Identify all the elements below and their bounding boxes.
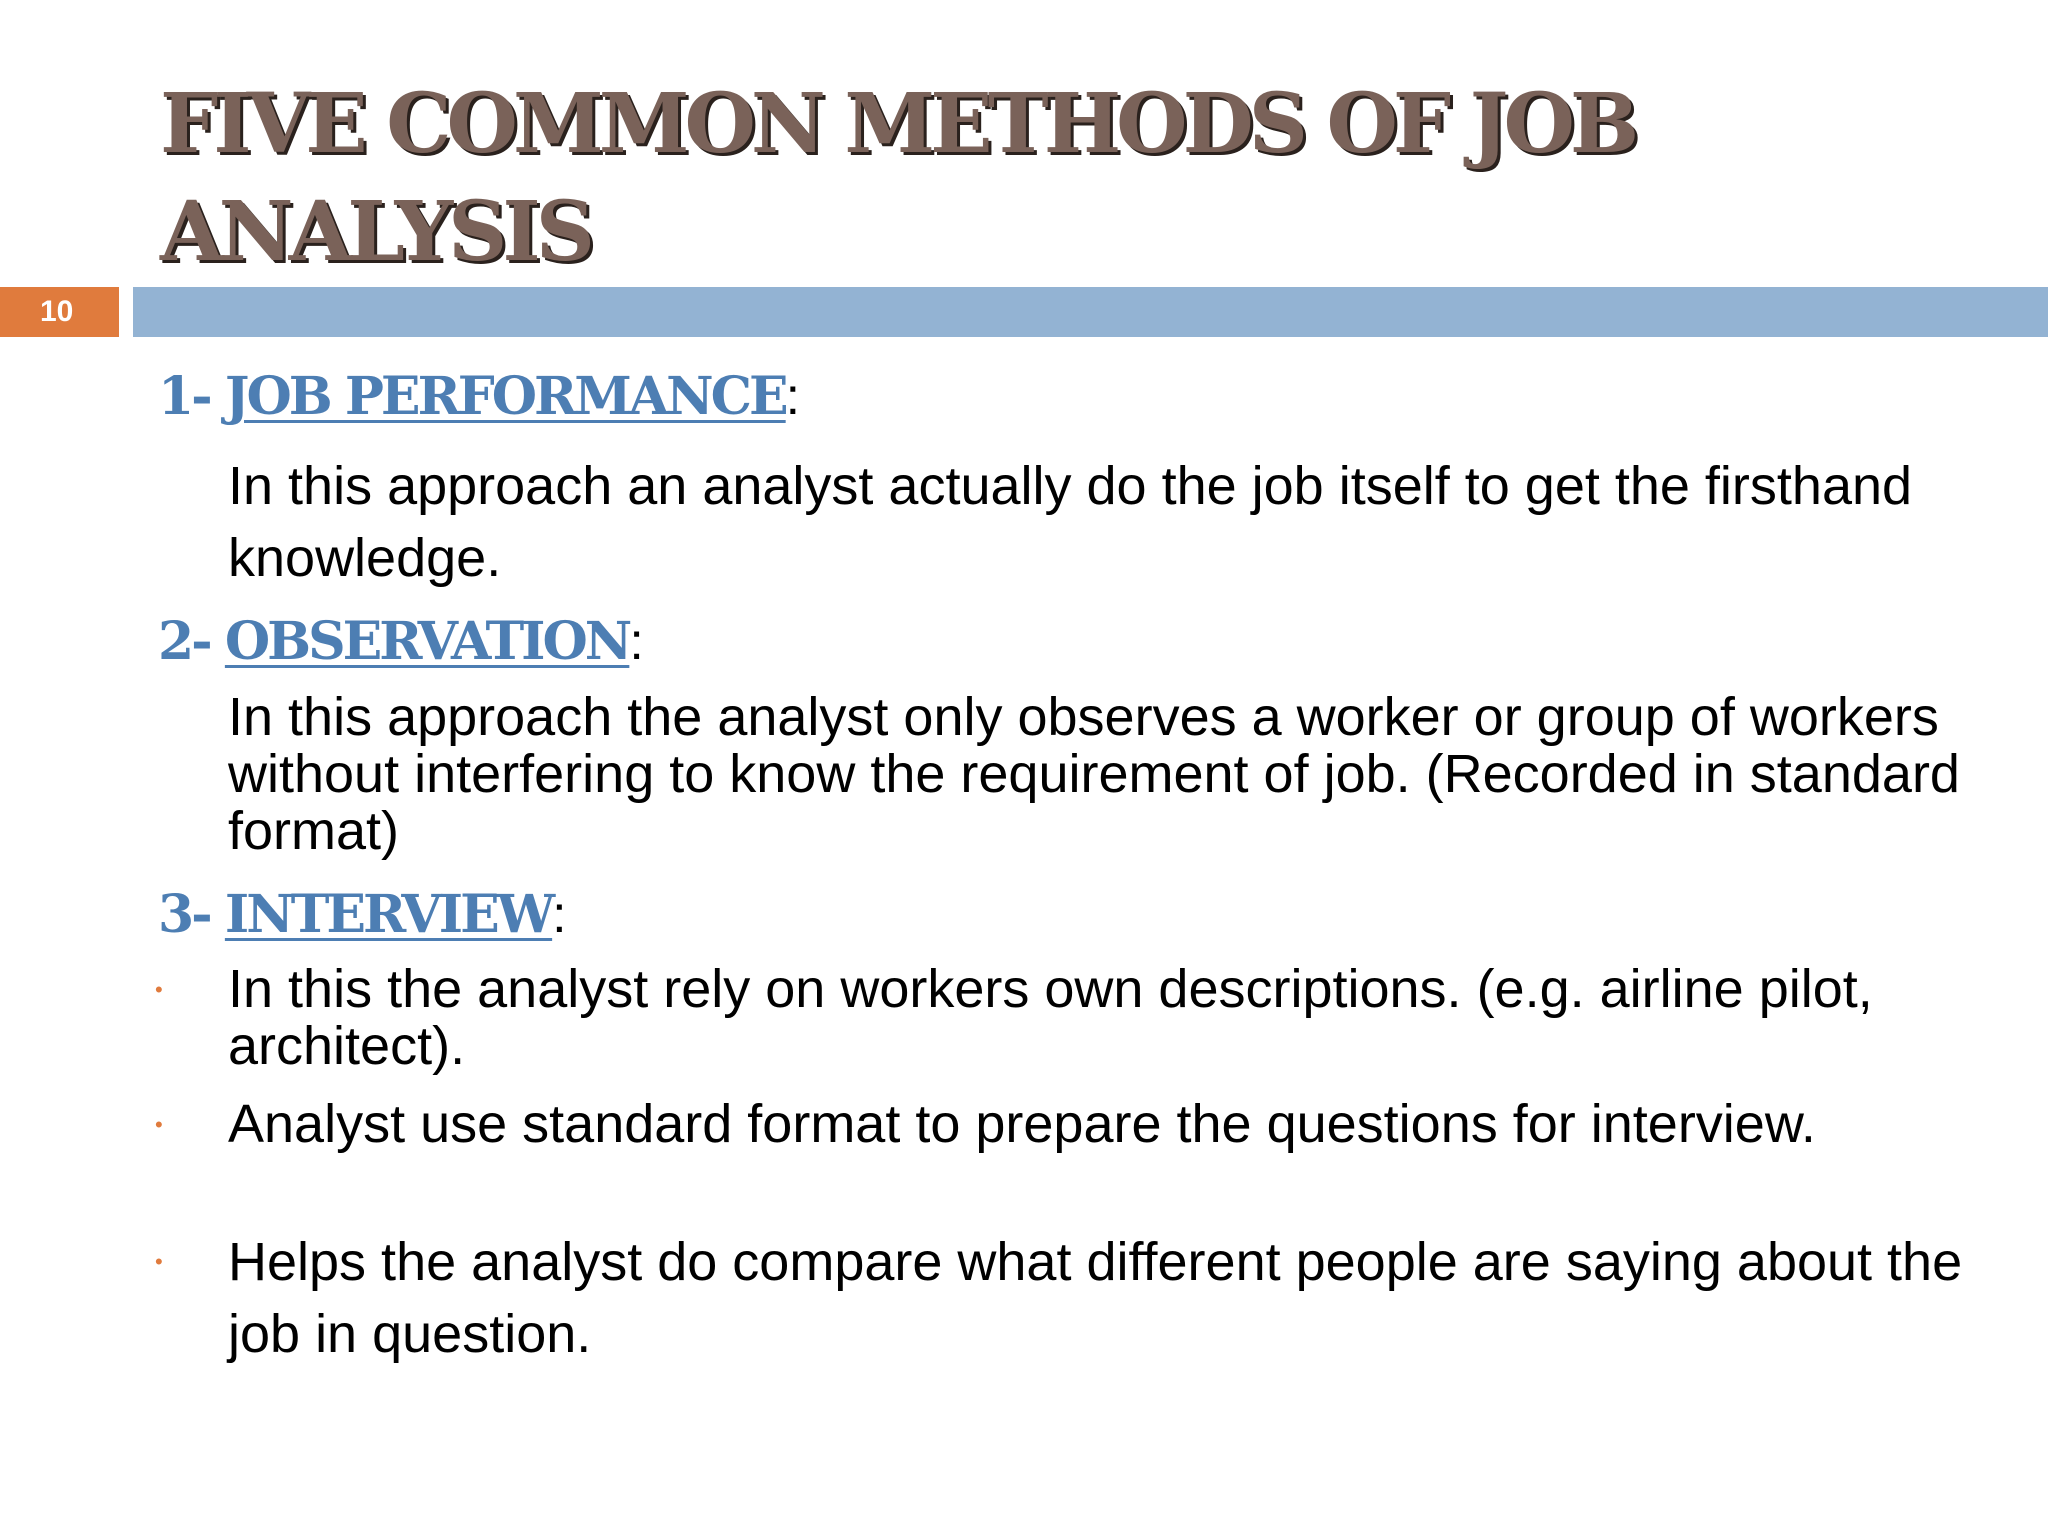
section-heading-interview <box>158 880 567 950</box>
slide-title: FIVE COMMON METHODS OF JOB ANALYSIS <box>160 76 1635 280</box>
job-performance-link[interactable]: JOB PERFORMANCE <box>224 366 786 427</box>
heading-colon: : <box>552 886 567 944</box>
list-item <box>155 959 2008 1076</box>
list-item <box>155 1094 2008 1154</box>
bullet-dot-icon: • <box>155 1112 163 1137</box>
observation-description: In this approach the analyst only observes a worker or group of workers without interfering to know the requirement of job. (Recorded in standard format) <box>228 687 1960 861</box>
title-divider-bar <box>133 287 2048 337</box>
section-number: 3- <box>158 884 225 945</box>
heading-colon: : <box>629 613 644 671</box>
section-number: 2- <box>158 611 225 672</box>
bullet-text: Analyst use standard format to prepare the questions for interview. <box>228 1094 1816 1154</box>
heading-colon: : <box>785 368 801 426</box>
bullet-dot-icon: • <box>155 1249 163 1274</box>
section-heading-job-performance <box>158 362 800 432</box>
section-number: 1- <box>158 366 225 427</box>
section-heading-observation <box>158 607 644 677</box>
page-number-badge: 10 <box>0 287 119 337</box>
bullet-text: In this the analyst rely on workers own descriptions. (e.g. airline pilot, architect). <box>228 959 1873 1076</box>
bullet-text: Helps the analyst do compare what different people are saying about the job in question. <box>228 1232 1963 1364</box>
job-performance-description: In this approach an analyst actually do the job itself to get the firsthand knowledge. <box>228 456 1913 588</box>
observation-link[interactable]: OBSERVATION <box>224 611 630 672</box>
interview-link[interactable]: INTERVIEW <box>224 884 553 945</box>
bullet-dot-icon: • <box>155 977 163 1002</box>
list-item <box>155 1226 2008 1370</box>
